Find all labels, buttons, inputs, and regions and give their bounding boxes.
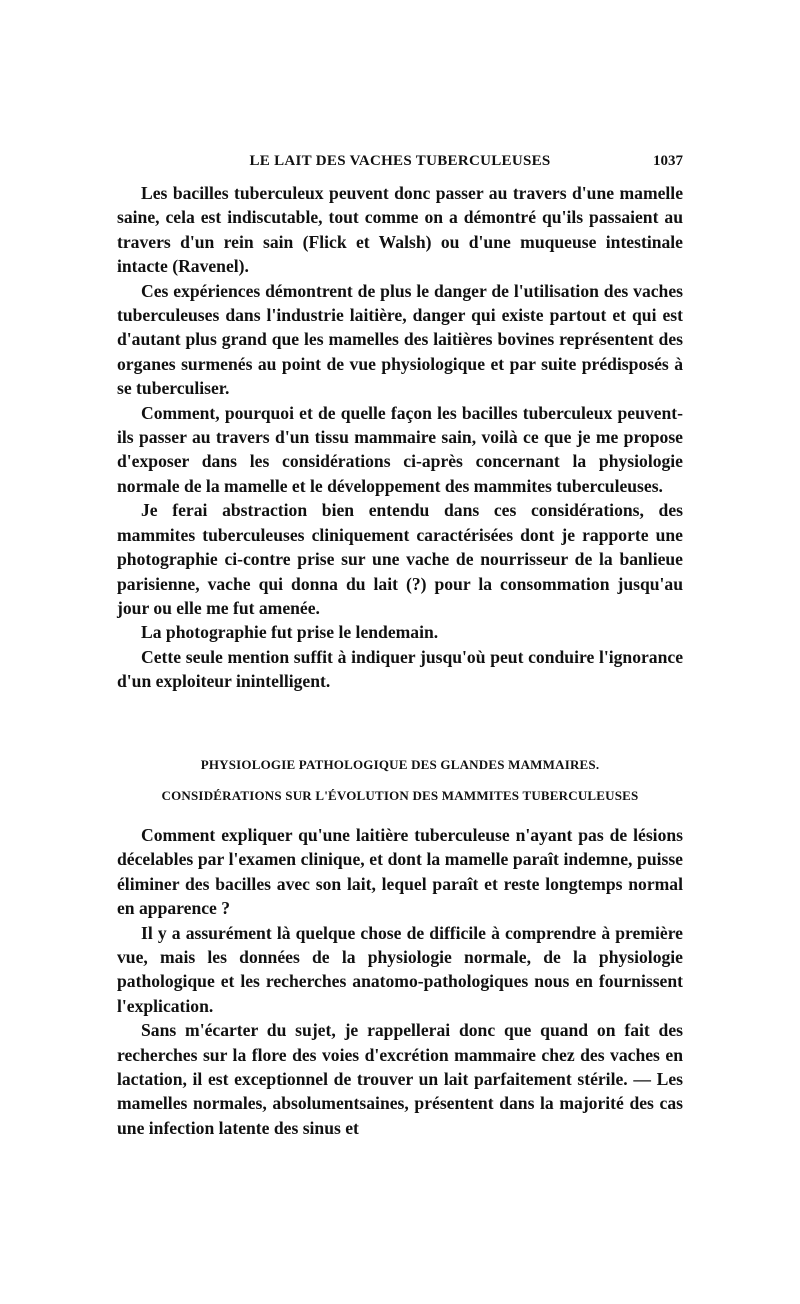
paragraph: Les bacilles tuberculeux peuvent donc passer au travers d'une mamelle saine, cela est indiscutable, tout comme on a démontré qu'ils passaient au travers d'un rein sain (Flick et Walsh) ou d'une muqueuse intestinale intacte (Ravenel).	[117, 183, 683, 277]
section-subheading: CONSIDÉRATIONS SUR L'ÉVOLUTION DES MAMMITES TUBERCULEUSES	[161, 788, 639, 803]
paragraph: Il y a assurément là quelque chose de difficile à comprendre à première vue, mais les données de la physiologie normale, de la physiologie pathologique et les recherches anatomo-pathologiques nous en fournissent l'explication.	[117, 922, 683, 1016]
running-head	[117, 153, 683, 177]
body-text-upper	[117, 181, 683, 694]
body-text-lower	[117, 823, 683, 1140]
section-heading: PHYSIOLOGIE PATHOLOGIQUE DES GLANDES MAMMAIRES.	[200, 757, 600, 772]
paragraph: Comment expliquer qu'une laitière tuberculeuse n'ayant pas de lésions décelables par l'examen clinique, et dont la mamelle paraît indemne, puisse éliminer des bacilles avec son lait, lequel paraît et reste longtemps normal en apparence ?	[117, 825, 683, 919]
running-title: LE LAIT DES VACHES TUBERCULEUSES	[249, 153, 551, 169]
page-number: 1037	[653, 153, 683, 169]
paragraph: Comment, pourquoi et de quelle façon les bacilles tuberculeux peuvent-ils passer au travers d'un tissu mammaire sain, voilà ce que je me propose d'exposer dans les considérations ci-après concernant la physiologie normale de la mamelle et le développement des mammites tuberculeuses.	[117, 402, 683, 496]
paragraph: Cette seule mention suffit à indiquer jusqu'où peut conduire l'ignorance d'un exploiteur inintelligent.	[117, 646, 683, 692]
paragraph: Sans m'écarter du sujet, je rappellerai donc que quand on fait des recherches sur la flore des voies d'excrétion mammaire chez des vaches en lactation, il est exceptionnel de trouver un lait parfaitement stérile. — Les mamelles normales, absolumentsaines, présentent dans la majorité des cas une infection latente des sinus et	[117, 1020, 683, 1138]
paragraph: La photographie fut prise le lendemain.	[141, 622, 439, 643]
paragraph: Ces expériences démontrent de plus le danger de l'utilisation des vaches tuberculeuses dans l'industrie laitière, danger qui existe partout et qui est d'autant plus grand que les mamelles des laitières bovines représentent des organes surmenés au point de vue physiologique et par suite prédisposés à se tuberculiser.	[117, 280, 683, 399]
paragraph: Je ferai abstraction bien entendu dans ces considérations, des mammites tuberculeuses cliniquement caractérisées dont je rapporte une photographie ci-contre prise sur une vache de nourrisseur de la banlieue parisienne, vache qui donna du lait (?) pour la consommation jusqu'au jour ou elle me fut amenée.	[117, 500, 683, 618]
